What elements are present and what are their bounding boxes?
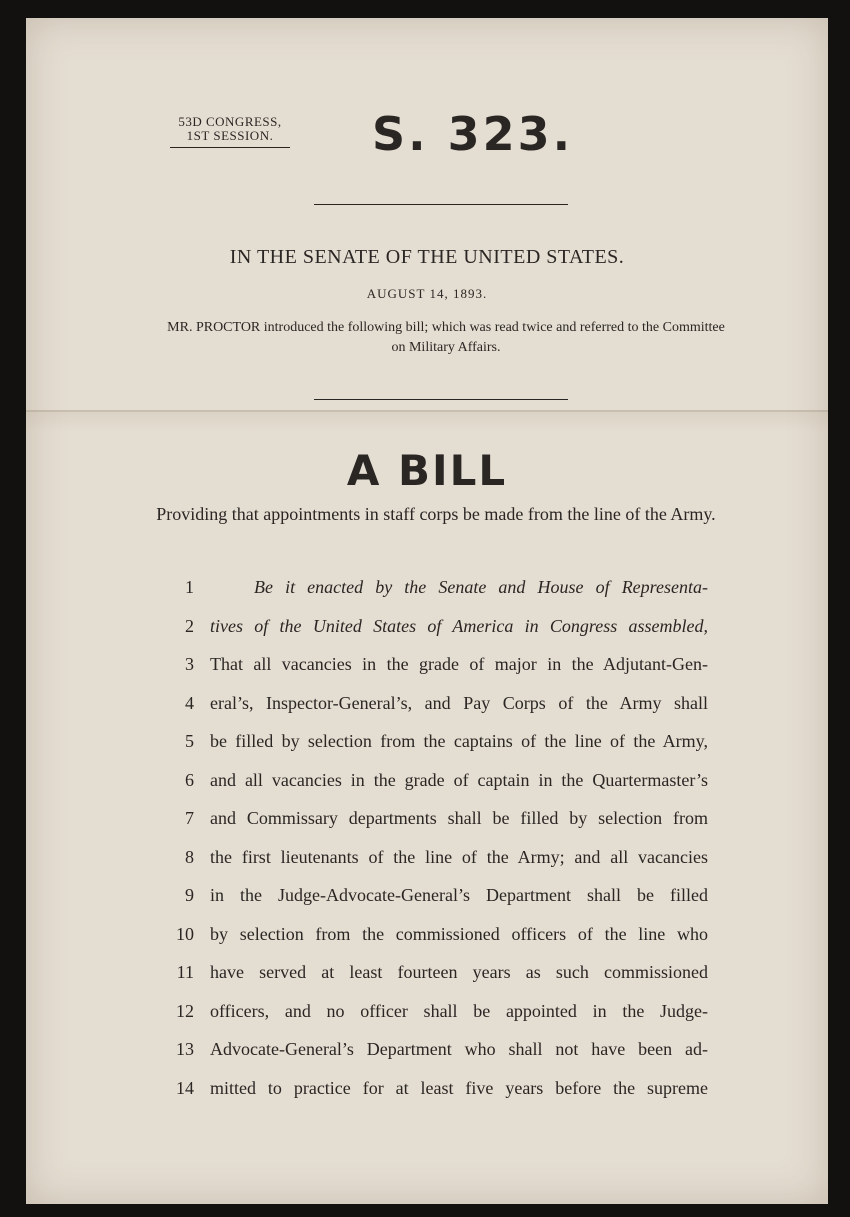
session-number: 1ST SESSION.	[186, 128, 274, 143]
line-number: 12	[176, 1000, 194, 1021]
line-text: mitted to practice for at least five years before the supreme	[210, 1077, 708, 1098]
session-underline	[170, 147, 290, 148]
line-text: and all vacancies in the grade of captain in the Quartermaster’s	[210, 769, 708, 790]
line-number: 13	[176, 1039, 194, 1059]
line-number: 14	[176, 1077, 194, 1098]
bill-line	[26, 1032, 828, 1071]
line-number: 8	[185, 846, 194, 867]
bill-line	[26, 994, 828, 1033]
line-text: Advocate-General’s Department who shall not have been ad-	[210, 1039, 708, 1059]
line-text: by selection from the commissioned officers of the line who	[210, 923, 708, 944]
congress-number: 53D CONGRESS,	[178, 114, 282, 129]
bill-line	[26, 801, 828, 840]
line-text: be filled by selection from the captains of the line of the Army,	[210, 731, 708, 751]
line-text: have served at least fourteen years as such commissioned	[210, 962, 708, 982]
page-fold-shade	[26, 412, 828, 432]
bill-line	[26, 686, 828, 725]
line-text: That all vacancies in the grade of major in the Adjutant-Gen-	[210, 654, 708, 674]
bill-line	[26, 570, 828, 609]
line-number: 1	[185, 577, 194, 597]
introduction-text: MR. PROCTOR introduced the following bill; which was read twice and referred to the Committee on Military Affairs.	[167, 320, 725, 355]
bill-heading: A BILL	[346, 446, 508, 495]
top-rule	[314, 204, 568, 205]
line-number: 10	[176, 923, 194, 944]
bill-text	[26, 570, 828, 1109]
line-number: 3	[185, 654, 194, 674]
middle-rule	[314, 399, 568, 400]
document-page	[26, 18, 828, 1204]
line-text: and Commissary departments shall be filled by selection from	[210, 808, 708, 828]
chamber-heading: IN THE SENATE OF THE UNITED STATES.	[229, 246, 625, 268]
bill-date: AUGUST 14, 1893.	[366, 286, 488, 301]
bill-line	[26, 878, 828, 917]
line-number: 9	[185, 885, 194, 905]
bill-line	[26, 955, 828, 994]
bill-line	[26, 840, 828, 879]
session-label	[170, 115, 290, 148]
bill-line	[26, 609, 828, 648]
line-number: 7	[185, 808, 194, 828]
line-number: 6	[185, 769, 194, 790]
line-number: 11	[176, 962, 194, 982]
bill-number: S. 323.	[372, 107, 574, 161]
bill-line	[26, 647, 828, 686]
bill-line	[26, 724, 828, 763]
bill-line	[26, 763, 828, 802]
line-text: eral’s, Inspector-General’s, and Pay Corps of the Army shall	[210, 692, 708, 713]
line-number: 2	[185, 615, 194, 636]
line-text: tives of the United States of America in Congress assembled,	[210, 615, 708, 636]
line-number: 5	[185, 731, 194, 751]
line-text: officers, and no officer shall be appointed in the Judge-	[210, 1000, 708, 1021]
bill-purpose: Providing that appointments in staff corps be made from the line of the Army.	[156, 504, 716, 524]
bill-line	[26, 917, 828, 956]
line-number: 4	[185, 692, 194, 713]
line-text: Be it enacted by the Senate and House of Representa-	[254, 577, 708, 597]
line-text: the first lieutenants of the line of the Army; and all vacancies	[210, 846, 708, 867]
line-text: in the Judge-Advocate-General’s Department shall be filled	[210, 885, 708, 905]
bill-line	[26, 1071, 828, 1110]
